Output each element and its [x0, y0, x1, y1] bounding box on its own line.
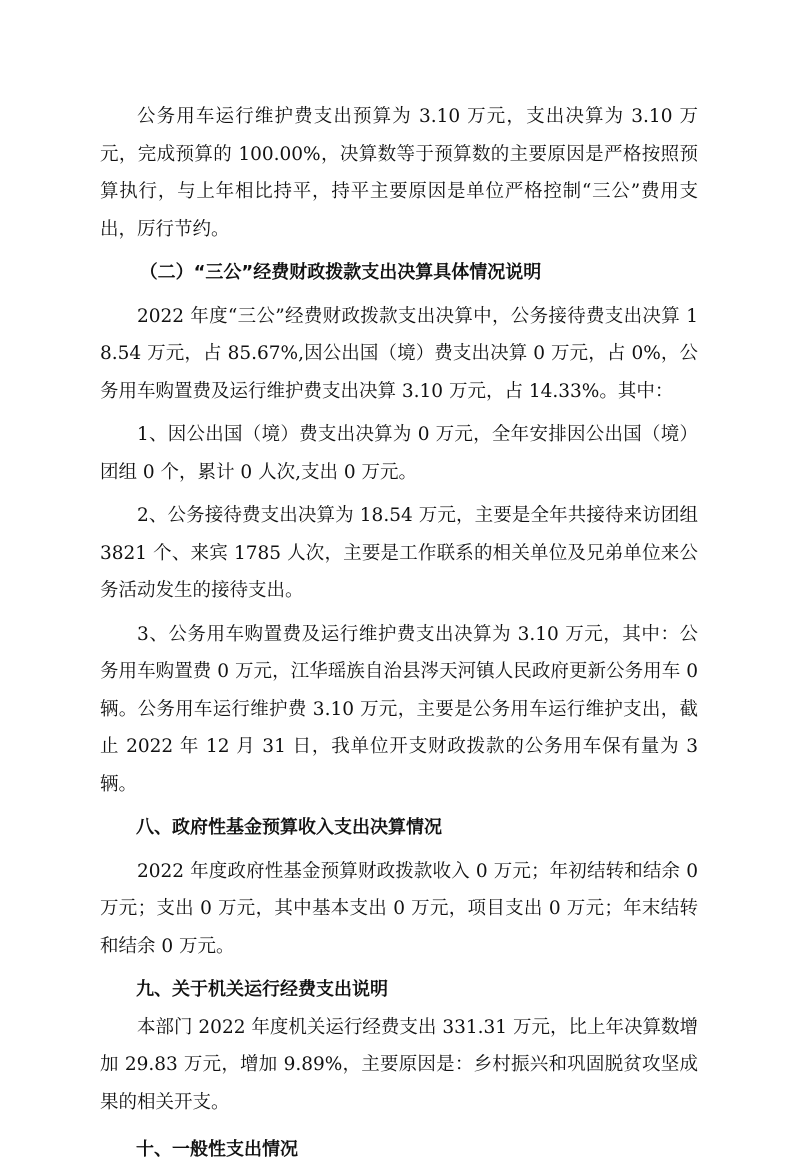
paragraph-vehicle-maintenance: 公务用车运行维护费支出预算为 3.10 万元，支出决算为 3.10 万元，完成预算的 100.00%，决算数等于预算数的主要原因是严格按照预算执行，与上年相比持平，持平主要原因是单位严格控制“三公”费用支出，厉行节约。 — [100, 106, 698, 240]
section-heading-government-fund: 八、政府性基金预算收入支出决算情况 — [136, 817, 442, 838]
paragraph-three-public-summary: 2022 年度“三公”经费财政拨款支出决算中，公务接待费支出决算 18.54 万元，占 85.67%,因公出国（境）费支出决算 0 万元，占 0%，公务用车购置费及运行维护费支出决算 3.10 万元，占 14.33%。其中： — [100, 305, 698, 402]
paragraph-overseas-travel: 1、因公出国（境）费支出决算为 0 万元，全年安排因公出国（境）团组 0 个，累计 0 人次,支出 0 万元。 — [100, 424, 698, 483]
paragraph-government-fund: 2022 年度政府性基金预算财政拨款收入 0 万元；年初结转和结余 0 万元；支出 0 万元，其中基本支出 0 万元，项目支出 0 万元；年末结转和结余 0 万元。 — [100, 860, 698, 957]
paragraph-operating-expenses: 本部门 2022 年度机关运行经费支出 331.31 万元，比上年决算数增加 29.83 万元，增加 9.89%，主要原因是：乡村振兴和巩固脱贫攻坚成果的相关开支。 — [100, 1016, 698, 1113]
section-heading-general-expenditure: 十、一般性支出情况 — [136, 1139, 298, 1160]
paragraph-reception: 2、公务接待费支出决算为 18.54 万元，主要是全年共接待来访团组 3821 个、来宾 1785 人次，主要是工作联系的相关单位及兄弟单位来公务活动发生的接待支出。 — [100, 505, 698, 601]
section-heading-three-public-details: （二）“三公”经费财政拨款支出决算具体情况说明 — [139, 262, 542, 283]
paragraph-vehicle-purchase: 3、公务用车购置费及运行维护费支出决算为 3.10 万元，其中：公务用车购置费 0 万元，江华瑶族自治县涔天河镇人民政府更新公务用车 0 辆。公务用车运行维护费 3.10 万元，主要是公务用车运行维护支出，截止 2022 年 12 月 31 日，我单位开支财政拨款的公务用车保有量为 3 辆。 — [100, 623, 698, 795]
section-heading-operating-expenses: 九、关于机关运行经费支出说明 — [136, 979, 388, 1000]
document-body — [100, 98, 698, 1169]
